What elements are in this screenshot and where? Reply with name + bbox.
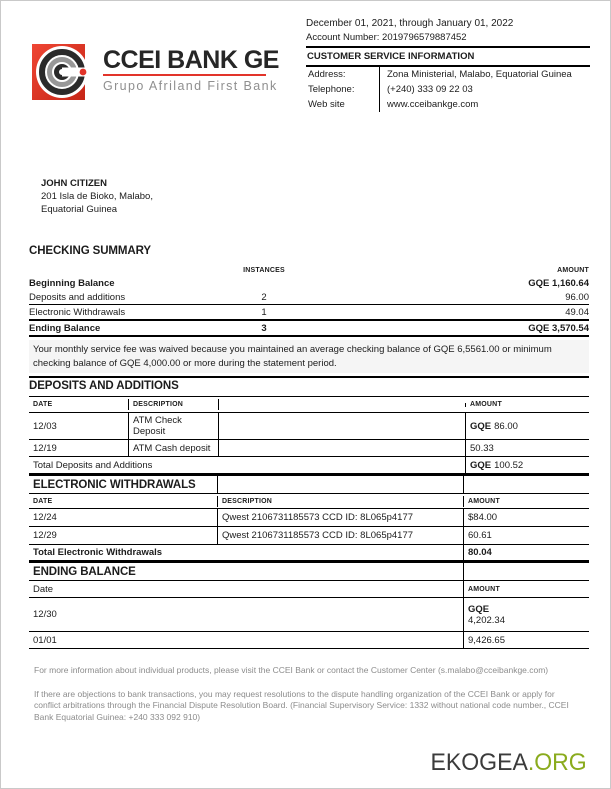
footer-notes — [34, 665, 570, 735]
checking-summary-title: CHECKING SUMMARY — [29, 245, 151, 257]
ending-balance-amount — [464, 632, 589, 648]
amount-value: 86.00 — [494, 420, 518, 432]
withdrawals-total-label: Total Electronic Withdrawals — [29, 545, 464, 560]
summary-row-ending-balance — [29, 319, 589, 337]
watermark — [431, 749, 587, 777]
withdrawal-amount: 60.61 — [468, 530, 492, 541]
summary-label: Electronic Withdrawals — [29, 306, 126, 318]
withdrawal-row — [29, 527, 589, 545]
customer-block — [41, 177, 153, 216]
withdrawal-row — [29, 509, 589, 527]
withdrawal-date: 12/24 — [29, 509, 218, 526]
deposit-description: ATM Check Deposit — [129, 413, 219, 439]
date-column-header: DATE — [29, 496, 218, 507]
address-value: Zona Ministerial, Malabo, Equatorial Guinea — [379, 67, 590, 82]
summary-label: Deposits and additions — [29, 291, 126, 303]
currency-code: GQE — [470, 459, 492, 471]
ending-balance-row — [29, 632, 589, 649]
currency-code: GQE — [470, 420, 492, 432]
bank-tagline: Grupo Afriland First Bank — [103, 79, 278, 93]
deposit-amount — [466, 413, 589, 439]
cceibank-logo-icon — [31, 43, 97, 103]
summary-label: Beginning Balance — [29, 277, 115, 289]
date-column-header: Date — [29, 581, 464, 597]
amount-value: 50.33 — [470, 442, 494, 454]
deposits-header-row — [29, 396, 589, 413]
deposit-date: 12/19 — [29, 440, 129, 456]
amount-column-header: AMOUNT — [468, 585, 500, 593]
withdrawals-section-title-row — [29, 474, 589, 493]
deposits-total-label: Total Deposits and Additions — [29, 457, 466, 473]
amount-column-header: AMOUNT — [557, 267, 589, 274]
withdrawal-amount: $84.00 — [468, 512, 498, 523]
summary-amount: 49.04 — [565, 306, 589, 318]
customer-service-title: CUSTOMER SERVICE INFORMATION — [307, 51, 475, 62]
statement-period: December 01, 2021, through January 01, 2022 — [306, 18, 514, 29]
withdrawals-section-title: ELECTRONIC WITHDRAWALS — [29, 476, 218, 493]
telephone-label: Telephone: — [308, 84, 355, 95]
ending-balance-date: 12/30 — [29, 598, 464, 631]
deposit-row — [29, 440, 589, 457]
amount-value: 9,426.65 — [468, 634, 505, 646]
ending-balance-header-row — [29, 580, 589, 598]
customer-address-line2: Equatorial Guinea — [41, 204, 118, 215]
ending-balance-title: ENDING BALANCE — [29, 563, 464, 580]
description-column-header: DESCRIPTION — [218, 496, 464, 507]
summary-instances: 2 — [261, 291, 267, 303]
account-number-value: 2019796579887452 — [382, 32, 467, 43]
summary-instances: 1 — [261, 306, 267, 318]
account-number-label: Account Number: — [306, 32, 380, 43]
currency-code: GQE — [468, 603, 490, 615]
bank-logo — [31, 43, 279, 103]
csi-row-address — [306, 67, 590, 82]
bank-name: CCEI BANK GE — [103, 46, 279, 74]
amount-column-header: AMOUNT — [470, 401, 502, 408]
csi-row-website — [306, 97, 590, 112]
summary-amount: GQE 3,570.54 — [528, 322, 589, 334]
logo-underline — [103, 74, 266, 76]
telephone-value: (+240) 333 09 22 03 — [379, 82, 590, 97]
watermark-main: EKOGEA — [430, 749, 529, 776]
footer-note-disputes: If there are objections to bank transactions, you may request resolutions to the dispute handling organization of the CCEI Bank or apply for conflict arbitrations through the Financial Dispute Resolution Board. (Financial Supervisory Service: 1332 without national code number., CCEI Bank Equatorial Guinea: +240 333 092 910) — [34, 688, 569, 722]
statement-body — [29, 245, 589, 649]
summary-instances: 3 — [261, 322, 267, 334]
customer-name: JOHN CITIZEN — [41, 178, 107, 189]
footer-note-products: For more information about individual products, please visit the CCEI Bank or contact the Customer Center (s.malabo@cceibankge.com) — [34, 665, 549, 675]
summary-label: Ending Balance — [29, 322, 101, 334]
deposit-date: 12/03 — [29, 413, 129, 439]
description-column-header: DESCRIPTION — [129, 399, 219, 410]
summary-row-beginning-balance — [29, 276, 589, 290]
withdrawals-header-row — [29, 493, 589, 509]
amount-value: 100.52 — [494, 459, 524, 471]
csi-row-telephone — [306, 82, 590, 97]
summary-amount: 96.00 — [565, 291, 589, 303]
deposits-total-amount — [466, 457, 589, 473]
summary-row-deposits — [29, 290, 589, 305]
service-fee-note: Your monthly service fee was waived because you maintained an average checking balance of GQE 6,5561.00 or minimum checking balance of GQE 4,000.00 or more during the statement period. — [29, 340, 589, 373]
ending-balance-title-row — [29, 561, 589, 580]
deposits-total-row — [29, 457, 589, 474]
ending-balance-row — [29, 598, 589, 632]
statement-header — [306, 17, 590, 112]
customer-service-table — [306, 65, 590, 112]
account-number-line — [306, 31, 590, 44]
deposits-section-title: DEPOSITS AND ADDITIONS — [29, 376, 589, 396]
deposit-description: ATM Cash deposit — [129, 440, 219, 456]
instances-column-header: INSTANCES — [243, 267, 285, 274]
deposit-amount — [466, 440, 589, 456]
checking-summary-header-row — [29, 261, 589, 276]
customer-address-line1: 201 Isla de Bioko, Malabo, — [41, 191, 153, 202]
withdrawal-description: Qwest 2106731185573 CCD ID: 8L065p4177 — [218, 509, 464, 526]
website-value: www.cceibankge.com — [379, 97, 590, 112]
ending-balance-date: 01/01 — [29, 632, 464, 648]
summary-row-withdrawals — [29, 305, 589, 319]
address-label: Address: — [308, 69, 346, 80]
withdrawals-total-amount: 80.04 — [468, 547, 492, 558]
deposit-row — [29, 413, 589, 440]
date-column-header: DATE — [29, 399, 129, 410]
amount-value: 4,202.34 — [468, 614, 505, 626]
watermark-accent: .ORG — [528, 749, 587, 776]
website-label: Web site — [308, 99, 345, 110]
ending-balance-amount — [464, 598, 589, 631]
withdrawals-total-row — [29, 545, 589, 561]
bank-logo-text — [103, 43, 279, 93]
withdrawal-date: 12/29 — [29, 527, 218, 544]
amount-column-header: AMOUNT — [468, 497, 500, 505]
summary-amount: GQE 1,160.64 — [528, 277, 589, 289]
withdrawal-description: Qwest 2106731185573 CCD ID: 8L065p4177 — [218, 527, 464, 544]
